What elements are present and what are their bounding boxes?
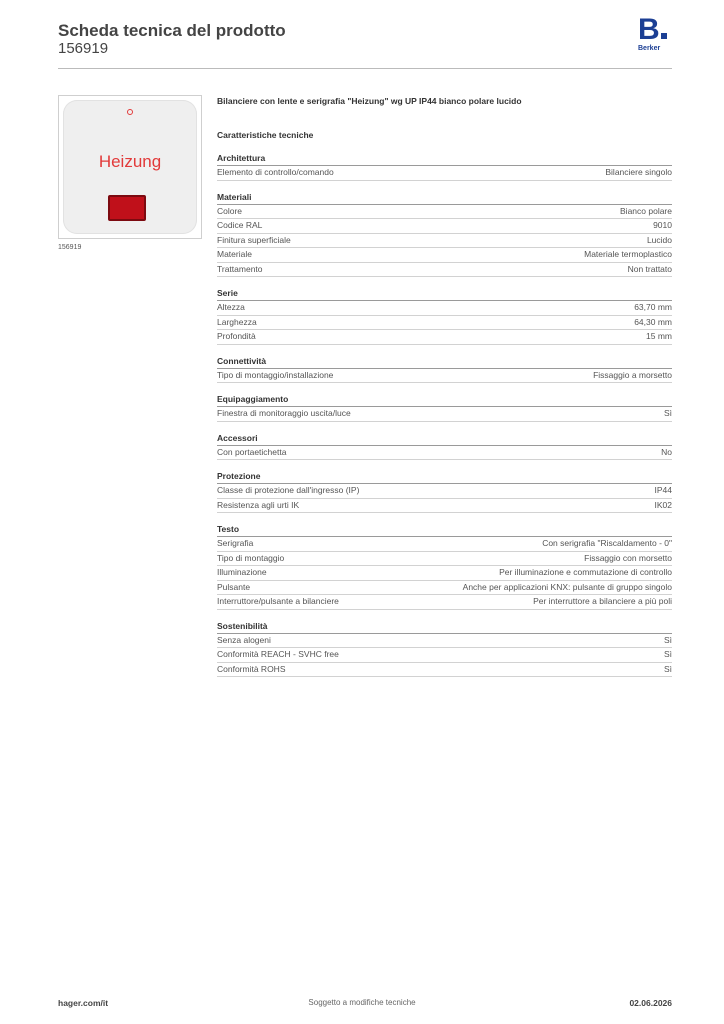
footer-date: 02.06.2026 <box>629 998 672 1008</box>
spec-row <box>217 219 672 234</box>
section-title: Architettura <box>217 153 672 166</box>
spec-section <box>217 153 672 181</box>
spec-value: Lucido <box>646 234 672 245</box>
spec-section <box>217 356 672 384</box>
spec-row <box>217 663 672 678</box>
spec-value: Per illuminazione e commutazione di controllo <box>499 567 672 577</box>
product-heading: Bilanciere con lente e serigrafia "Heizung" wg UP IP44 bianco polare lucido <box>217 96 522 106</box>
spec-value: 64,30 mm <box>634 316 672 327</box>
spec-label: Codice RAL <box>217 220 263 230</box>
section-title: Connettività <box>217 356 672 369</box>
tech-heading: Caratteristiche tecniche <box>217 130 314 140</box>
indicator-led-icon <box>127 109 133 115</box>
rocker-plate <box>63 100 197 234</box>
spec-section <box>217 288 672 345</box>
spec-row <box>217 205 672 220</box>
spec-label: Trattamento <box>217 263 263 274</box>
spec-row <box>217 369 672 384</box>
logo-dot-icon <box>661 33 667 39</box>
spec-value: Materiale termoplastico <box>584 249 672 259</box>
spec-value: 15 mm <box>646 331 672 341</box>
spec-row <box>217 566 672 581</box>
spec-value: 63,70 mm <box>634 302 672 312</box>
spec-value: Bianco polare <box>620 205 672 216</box>
spec-row <box>217 537 672 552</box>
spec-value: IP44 <box>654 485 672 495</box>
spec-label: Conformità REACH - SVHC free <box>217 649 339 659</box>
section-title: Accessori <box>217 433 672 446</box>
spec-row <box>217 581 672 596</box>
spec-section <box>217 471 672 513</box>
logo-letter: B <box>638 16 674 44</box>
section-title: Equipaggiamento <box>217 394 672 407</box>
spec-label: Altezza <box>217 302 245 312</box>
spec-label: Conformità ROHS <box>217 663 286 674</box>
spec-row <box>217 552 672 567</box>
spec-section <box>217 621 672 678</box>
spec-label: Interruttore/pulsante a bilanciere <box>217 596 339 606</box>
footer-notice: Soggetto a modifiche tecniche <box>308 998 416 1007</box>
section-title: Testo <box>217 524 672 537</box>
spec-row <box>217 634 672 649</box>
section-title: Protezione <box>217 471 672 484</box>
spec-label: Tipo di montaggio <box>217 552 285 563</box>
spec-label: Elemento di controllo/comando <box>217 167 334 177</box>
section-title: Serie <box>217 288 672 301</box>
spec-value: No <box>661 446 672 457</box>
spec-row <box>217 166 672 181</box>
red-lens-icon <box>108 195 146 221</box>
spec-label: Con portaetichetta <box>217 446 287 457</box>
spec-row <box>217 316 672 331</box>
spec-row <box>217 234 672 249</box>
spec-value: Per interruttore a bilanciere a più poli <box>533 596 672 606</box>
spec-row <box>217 595 672 610</box>
spec-label: Larghezza <box>217 316 257 327</box>
spec-label: Finestra di monitoraggio uscita/luce <box>217 408 351 418</box>
spec-row <box>217 484 672 499</box>
spec-value: Sì <box>663 663 672 674</box>
spec-label: Serigrafia <box>217 538 254 548</box>
header-divider <box>58 68 672 69</box>
spec-sections <box>217 153 672 677</box>
image-caption: 156919 <box>58 244 82 251</box>
spec-row <box>217 263 672 278</box>
spec-row <box>217 330 672 345</box>
spec-label: Illuminazione <box>217 567 267 577</box>
spec-section <box>217 524 672 610</box>
spec-value: Non trattato <box>627 263 672 274</box>
spec-label: Classe di protezione dall'ingresso (IP) <box>217 485 360 495</box>
product-code: 156919 <box>58 40 109 57</box>
logo-text: Berker <box>638 45 661 52</box>
spec-row <box>217 648 672 663</box>
spec-section <box>217 433 672 461</box>
spec-label: Senza alogeni <box>217 634 271 645</box>
spec-row <box>217 407 672 422</box>
spec-label: Resistenza agli urti IK <box>217 499 300 510</box>
spec-row <box>217 248 672 263</box>
footer-website: hager.com/it <box>58 998 109 1008</box>
product-image <box>58 95 202 239</box>
spec-value: 9010 <box>653 220 672 230</box>
spec-label: Colore <box>217 205 243 216</box>
spec-value: Sì <box>663 408 672 418</box>
spec-content <box>217 96 672 677</box>
spec-label: Materiale <box>217 249 252 259</box>
spec-label: Finitura superficiale <box>217 234 291 245</box>
spec-value: Fissaggio con morsetto <box>584 552 672 563</box>
spec-row <box>217 499 672 514</box>
spec-value: IK02 <box>654 499 672 510</box>
spec-row <box>217 446 672 461</box>
spec-value: Anche per applicazioni KNX: pulsante di gruppo singolo <box>462 581 672 592</box>
product-imprint-label: Heizung <box>98 152 162 171</box>
spec-section <box>217 192 672 278</box>
spec-label: Profondità <box>217 331 256 341</box>
spec-label: Tipo di montaggio/installazione <box>217 369 334 380</box>
spec-section <box>217 394 672 422</box>
spec-value: Sì <box>663 649 672 659</box>
page-title: Scheda tecnica del prodotto <box>58 21 286 40</box>
spec-value: Bilanciere singolo <box>605 167 672 177</box>
spec-value: Con serigrafia "Riscaldamento - 0" <box>542 538 672 548</box>
berker-logo <box>638 13 674 56</box>
spec-value: Fissaggio a morsetto <box>593 369 672 380</box>
spec-value: Sì <box>663 634 672 645</box>
spec-label: Pulsante <box>217 581 251 592</box>
section-title: Sostenibilità <box>217 621 672 634</box>
spec-row <box>217 301 672 316</box>
section-title: Materiali <box>217 192 672 205</box>
